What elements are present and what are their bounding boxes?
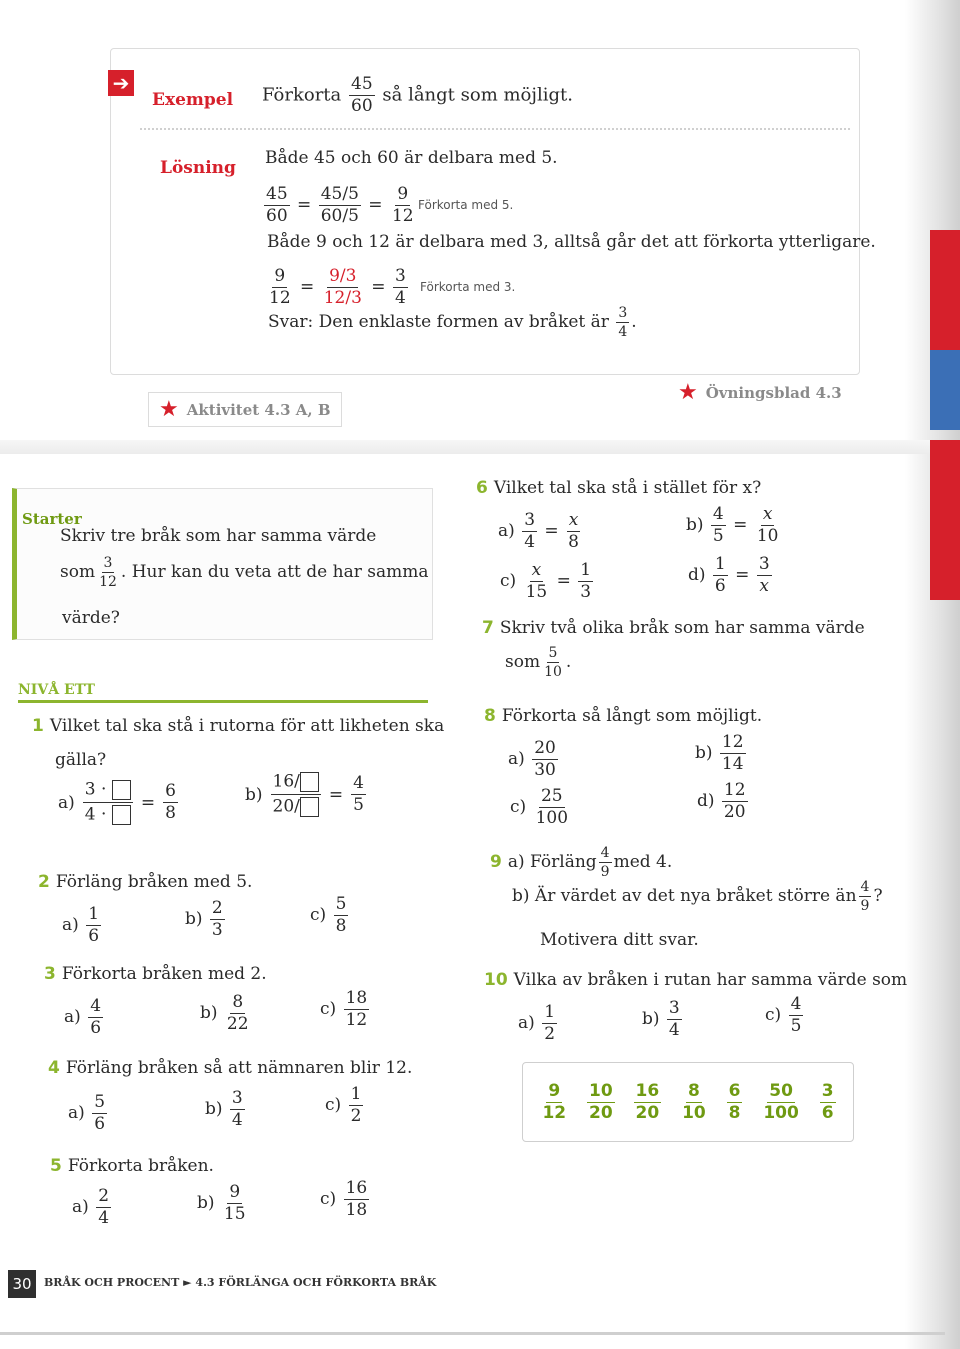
q3-b: b) $\frac{8}{22}$ bbox=[200, 992, 249, 1034]
star-icon: ★ bbox=[159, 397, 179, 422]
q8-a: a) $\frac{20}{30}$ bbox=[508, 738, 556, 780]
q3-text: 3 Förkorta bråken med 2. bbox=[44, 964, 267, 984]
q5-c: c) $\frac{16}{18}$ bbox=[320, 1178, 368, 1220]
box-fraction: $\frac{16}{20}$ bbox=[635, 1080, 660, 1123]
solution-answer: Svar: Den enklaste formen av bråket är $\frac{3}{4}$ . bbox=[268, 305, 637, 340]
solution-step-2: $\frac{9}{12}$ = $\frac{9/3}{12/3}$ = $\frac{3}{4}$ bbox=[269, 266, 406, 308]
q10-a: a) $\frac{1}{2}$ bbox=[518, 1002, 556, 1044]
q1-a: a) $\frac{3 \cdot}{4 \cdot}$ = $\frac{6}{8}$ bbox=[58, 779, 176, 825]
box-fraction: $\frac{9}{12}$ bbox=[542, 1080, 567, 1123]
starter-line-1: Skriv tre bråk som har samma värde bbox=[60, 526, 377, 546]
solution-label: Lösning bbox=[160, 158, 236, 178]
q4-a: a) $\frac{5}{6}$ bbox=[68, 1092, 106, 1134]
q8-text: 8 Förkorta så långt som möjligt. bbox=[484, 706, 763, 726]
q10-c: c) $\frac{4}{5}$ bbox=[765, 994, 802, 1036]
q8-c: c) $\frac{25}{100}$ bbox=[510, 786, 569, 828]
q10-b: b) $\frac{3}{4}$ bbox=[642, 998, 680, 1040]
box-fraction: $\frac{10}{20}$ bbox=[588, 1080, 613, 1123]
q1-b: b) $\frac{16/}{20/}$ = $\frac{4}{5}$ bbox=[245, 771, 364, 817]
box-fraction: $\frac{50}{100}$ bbox=[763, 1080, 799, 1123]
answer-box[interactable] bbox=[112, 805, 131, 825]
page-edge-red-tab-2 bbox=[930, 440, 960, 600]
q4-text: 4 Förläng bråken så att nämnaren blir 12. bbox=[48, 1058, 413, 1078]
example-prompt: Förkorta $\frac{45}{60}$ så långt som möjligt. bbox=[262, 74, 573, 116]
q10-text: 10 Vilka av bråken i rutan har samma värde som bbox=[484, 970, 908, 990]
q2-text: 2 Förläng bråken med 5. bbox=[38, 872, 253, 892]
q4-c: c) $\frac{1}{2}$ bbox=[325, 1084, 362, 1126]
section-divider bbox=[0, 440, 930, 454]
q5-a: a) $\frac{2}{4}$ bbox=[72, 1186, 110, 1228]
level-title: NIVÅ ETT bbox=[18, 682, 95, 698]
q9-b: b) Är värdet av det nya bråket större än $\frac{4}{9}$ ? bbox=[512, 879, 883, 914]
step-2-note: Förkorta med 3. bbox=[420, 280, 516, 294]
activity-link[interactable]: ★ Aktivitet 4.3 A, B bbox=[148, 392, 342, 427]
q5-text: 5 Förkorta bråken. bbox=[50, 1156, 214, 1176]
solution-step-1: $\frac{45}{60}$ = $\frac{45/5}{60/5}$ = $\frac{9}{12}$ bbox=[266, 184, 414, 226]
q2-c: c) $\frac{5}{8}$ bbox=[310, 894, 347, 936]
example-dotted-divider bbox=[140, 128, 850, 130]
bottom-border bbox=[0, 1332, 945, 1335]
page-edge-shadow bbox=[905, 0, 960, 1349]
q8-b: b) $\frac{12}{14}$ bbox=[695, 732, 744, 774]
q7-line-2: som $\frac{5}{10}$ . bbox=[505, 645, 572, 680]
q5-b: b) $\frac{9}{15}$ bbox=[197, 1182, 246, 1224]
q10-fraction-box bbox=[522, 1062, 854, 1142]
page-edge-blue-tab bbox=[930, 350, 960, 430]
q3-a: a) $\frac{4}{6}$ bbox=[64, 996, 102, 1038]
page-edge-red-tab bbox=[930, 230, 960, 350]
level-bar bbox=[18, 700, 428, 703]
q6-a: a) $\frac{3}{4}$ = $\frac{x}{8}$ bbox=[498, 510, 579, 552]
q4-b: b) $\frac{3}{4}$ bbox=[205, 1088, 243, 1130]
q7-text: 7 Skriv två olika bråk som har samma värde bbox=[482, 618, 865, 638]
q8-d: d) $\frac{12}{20}$ bbox=[697, 780, 746, 822]
starter-line-3: värde? bbox=[62, 608, 120, 628]
q2-b: b) $\frac{2}{3}$ bbox=[185, 898, 223, 940]
q9-a: 9 a) Förläng $\frac{4}{9}$ med 4. bbox=[490, 845, 673, 880]
q1-text-2: gälla? bbox=[55, 750, 107, 770]
starter-line-2: som $\frac{3}{12}$ . Hur kan du veta att de har samma bbox=[60, 555, 429, 590]
q6-d: d) $\frac{1}{6}$ = $\frac{3}{x}$ bbox=[688, 554, 770, 596]
page-number: 30 bbox=[8, 1270, 36, 1298]
answer-box[interactable] bbox=[300, 772, 319, 792]
star-icon: ★ bbox=[678, 380, 698, 405]
q3-c: c) $\frac{18}{12}$ bbox=[320, 988, 368, 1030]
example-arrow-icon: ➔ bbox=[108, 70, 134, 96]
box-fraction: $\frac{8}{10}$ bbox=[682, 1080, 706, 1123]
example-label: Exempel bbox=[152, 90, 234, 110]
answer-box[interactable] bbox=[112, 780, 131, 800]
answer-box[interactable] bbox=[300, 797, 319, 817]
q6-text: 6 Vilket tal ska stå i stället för x? bbox=[476, 478, 762, 498]
solution-line-2: Både 9 och 12 är delbara med 3, alltså går det att förkorta ytterligare. bbox=[267, 232, 876, 252]
step-1-note: Förkorta med 5. bbox=[418, 198, 514, 212]
q2-a: a) $\frac{1}{6}$ bbox=[62, 904, 100, 946]
q9-b-2: Motivera ditt svar. bbox=[540, 930, 699, 950]
q1-text: 1 Vilket tal ska stå i rutorna för att likheten ska bbox=[32, 716, 445, 736]
box-fraction: $\frac{3}{6}$ bbox=[821, 1080, 834, 1123]
worksheet-link[interactable]: ★ Övningsblad 4.3 bbox=[678, 380, 842, 405]
q6-c: c) $\frac{x}{15}$ = $\frac{1}{3}$ bbox=[500, 560, 592, 602]
footer-text: BRÅK OCH PROCENT ► 4.3 FÖRLÄNGA OCH FÖRKORTA BRÅK bbox=[44, 1276, 437, 1289]
starter-label: Starter bbox=[22, 510, 82, 528]
solution-line-1: Både 45 och 60 är delbara med 5. bbox=[265, 148, 558, 168]
box-fraction: $\frac{6}{8}$ bbox=[728, 1080, 741, 1123]
q6-b: b) $\frac{4}{5}$ = $\frac{x}{10}$ bbox=[686, 504, 779, 546]
